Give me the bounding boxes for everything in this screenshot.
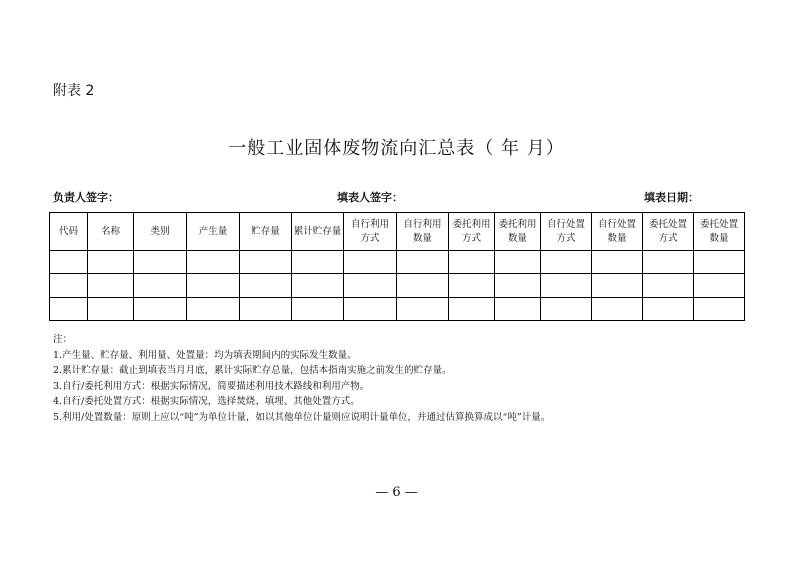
column-header [397,213,449,251]
column-header-line: 自行利用 [403,218,442,230]
column-header-line: 类别 [150,225,170,237]
table-row [50,274,745,297]
column-header-line: 数量 [709,232,729,244]
column-header-line: 自行处置 [546,218,585,230]
table-cell[interactable] [292,251,344,274]
column-header-line: 委托利用 [498,218,537,230]
fill-date-label: 填表日期： [644,191,699,204]
table-cell[interactable] [187,251,240,274]
table-cell[interactable] [88,274,134,297]
notes-label: 注： [53,334,73,345]
column-header-line: 贮存量 [251,225,280,237]
column-header [187,213,240,251]
column-header [592,213,643,251]
column-header-line: 数量 [607,232,627,244]
table-cell[interactable] [292,274,344,297]
table-cell[interactable] [134,251,187,274]
column-header-line: 数量 [507,232,527,244]
column-header-line: 代码 [58,225,78,237]
note-item: 4.自行/委托处置方式：根据实际情况，选择焚烧、填埋、其他处置方式。 [53,396,360,407]
table-cell[interactable] [187,297,240,320]
note-item: 3.自行/委托利用方式：根据实际情况，简要描述利用技术路线和利用产物。 [53,380,370,392]
table-cell[interactable] [643,274,694,297]
column-header [134,213,187,251]
table-cell[interactable] [134,297,187,320]
table-cell[interactable] [541,274,592,297]
column-header [643,213,694,251]
table-cell[interactable] [694,274,745,297]
table-cell[interactable] [541,297,592,320]
column-header-line: 方式 [658,232,678,244]
table-cell[interactable] [50,274,88,297]
table-cell[interactable] [541,251,592,274]
table-cell[interactable] [88,297,134,320]
table-cell[interactable] [495,274,541,297]
table-cell[interactable] [643,297,694,320]
table-cell[interactable] [449,251,495,274]
responsible-signature-label: 负责人签字： [53,191,119,204]
table-cell[interactable] [240,251,292,274]
notes-section [53,332,550,425]
column-header-line: 数量 [412,232,432,244]
column-header-line: 方式 [556,232,576,244]
table-cell[interactable] [344,274,397,297]
column-header [50,213,88,251]
column-header-line: 委托利用 [452,218,491,230]
table-cell[interactable] [495,297,541,320]
note-item: 2.累计贮存量：截止到填表当月月底，累计实际贮存总量，包括本指南实施之前发生的贮存量。 [53,365,452,376]
column-header-line: 委托处置 [699,218,738,230]
table-cell[interactable] [240,274,292,297]
table-cell[interactable] [592,274,643,297]
table-cell[interactable] [397,274,449,297]
column-header-line: 方式 [461,232,481,244]
table-cell[interactable] [292,297,344,320]
column-header [449,213,495,251]
column-header [344,213,397,251]
column-header-line: 委托处置 [648,218,687,230]
table-cell[interactable] [50,297,88,320]
table-cell[interactable] [134,274,187,297]
table-cell[interactable] [397,297,449,320]
note-item: 1.产生量、贮存量、利用量、处置量：均为填表期间内的实际发生数量。 [53,349,357,361]
column-header [88,213,134,251]
table-cell[interactable] [449,274,495,297]
table-cell[interactable] [187,274,240,297]
table-cell[interactable] [643,251,694,274]
filler-signature-label: 填表人签字： [337,191,403,204]
page-title: 一般工业固体废物流向汇总表（ 年 月） [228,138,565,159]
column-header-line: 自行处置 [597,218,636,230]
table-cell[interactable] [592,297,643,320]
column-header [292,213,344,251]
table-cell[interactable] [397,251,449,274]
table-cell[interactable] [240,297,292,320]
column-header-line: 自行利用 [350,218,389,230]
column-header [541,213,592,251]
table-cell[interactable] [344,297,397,320]
table-cell[interactable] [694,297,745,320]
note-item: 5.利用/处置数量：原则上应以“吨”为单位计量，如以其他单位计量则应说明计量单位，并通过估算换算成以“吨”计量。 [53,411,551,423]
table-cell[interactable] [88,251,134,274]
table-row [50,297,745,320]
table-cell[interactable] [344,251,397,274]
table-cell[interactable] [495,251,541,274]
column-header-line: 累计贮存量 [293,225,342,237]
table-cell[interactable] [50,251,88,274]
column-header-line: 名称 [100,225,120,237]
column-header [694,213,745,251]
attachment-label: 附表 2 [53,83,95,99]
table-cell[interactable] [449,297,495,320]
table-cell[interactable] [592,251,643,274]
page-number: — 6 — [375,485,418,500]
column-header-line: 产生量 [198,225,228,237]
column-header [495,213,541,251]
column-header-line: 方式 [360,232,380,244]
table-header-row [50,213,745,251]
waste-summary-table [49,212,745,321]
column-header [240,213,292,251]
table-row [50,251,745,274]
table-cell[interactable] [694,251,745,274]
